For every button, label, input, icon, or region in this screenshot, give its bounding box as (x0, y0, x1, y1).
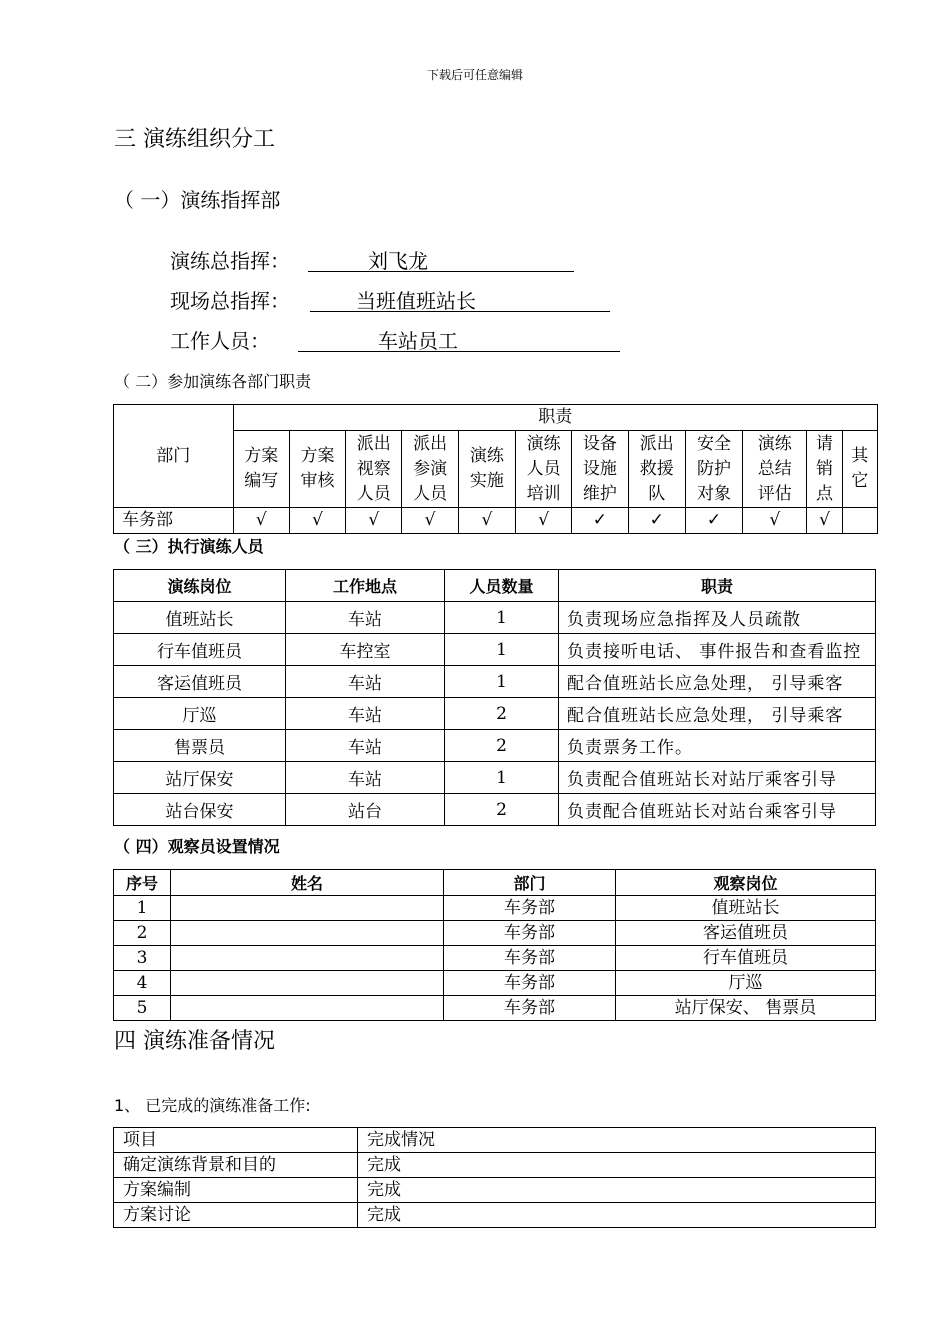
staff-post: 售票员 (114, 730, 286, 762)
command-row-commander (170, 245, 580, 273)
table-row (114, 996, 876, 1021)
prep-label: 1、 已完成的演练准备工作: (114, 1096, 311, 1115)
staff-col-header: 演练岗位 (114, 570, 286, 602)
command-value: 刘飞龙 (368, 249, 428, 273)
prep-col-header: 完成情况 (358, 1128, 876, 1153)
staff-post: 厅巡 (114, 698, 286, 730)
staff-location: 站台 (286, 794, 445, 826)
duty-col-header: 其 它 (842, 431, 877, 508)
table-row (114, 1178, 876, 1203)
observer-post: 客运值班员 (616, 921, 876, 946)
staff-location: 车站 (286, 762, 445, 794)
page-header-note: 下载后可任意编辑 (426, 68, 523, 82)
duty-mark: ✓ (628, 508, 685, 534)
staff-count: 1 (445, 634, 559, 666)
observer-col-header: 序号 (114, 870, 171, 896)
staff-duty: 配合值班站长应急处理， 引导乘客 (559, 666, 876, 698)
duty-col-header: 安全 防护 对象 (685, 431, 742, 508)
command-label: 工作人员： (170, 329, 270, 353)
staff-location: 车站 (286, 698, 445, 730)
observer-dept: 车务部 (444, 921, 616, 946)
staff-post: 站厅保安 (114, 762, 286, 794)
duty-col-header: 派出 参演 人员 (402, 431, 458, 508)
table-row (114, 1153, 876, 1178)
subsection-3-title: （ 三）执行演练人员 (114, 537, 264, 556)
observer-dept: 车务部 (444, 946, 616, 971)
dept-header: 部门 (114, 405, 234, 508)
staff-location: 车站 (286, 666, 445, 698)
preparation-table (113, 1127, 876, 1228)
duty-mark: √ (807, 508, 842, 534)
staff-post: 客运值班员 (114, 666, 286, 698)
prep-status: 完成 (358, 1153, 876, 1178)
duty-mark: √ (289, 508, 345, 534)
observer-dept: 车务部 (444, 996, 616, 1021)
duty-col-header: 方案 审核 (289, 431, 345, 508)
observer-index: 1 (114, 896, 171, 921)
staff-location: 车站 (286, 730, 445, 762)
observer-index: 2 (114, 921, 171, 946)
table-row (114, 896, 876, 921)
staff-count: 1 (445, 602, 559, 634)
table-row (114, 971, 876, 996)
staff-duty: 负责配合值班站长对站厅乘客引导 (559, 762, 876, 794)
duty-mark (842, 508, 877, 534)
duty-mark: √ (743, 508, 807, 534)
observer-dept: 车务部 (444, 971, 616, 996)
table-row (114, 794, 876, 826)
observer-dept: 车务部 (444, 896, 616, 921)
prep-col-header: 项目 (114, 1128, 358, 1153)
staff-col-header: 工作地点 (286, 570, 445, 602)
table-row (114, 698, 876, 730)
section-4-title: 四 演练准备情况 (114, 1029, 275, 1054)
staff-post: 行车值班员 (114, 634, 286, 666)
subsection-1-title: （ 一）演练指挥部 (114, 188, 281, 212)
observer-index: 5 (114, 996, 171, 1021)
observer-col-header: 姓名 (171, 870, 444, 896)
duty-col-header: 请 销 点 (807, 431, 842, 508)
department-duty-table (113, 404, 878, 534)
prep-item: 方案讨论 (114, 1203, 358, 1228)
subsection-4-title: （ 四）观察员设置情况 (114, 837, 280, 856)
prep-item: 方案编制 (114, 1178, 358, 1203)
underline (298, 325, 620, 352)
staff-count: 2 (445, 794, 559, 826)
command-label: 现场总指挥： (170, 289, 290, 313)
staff-duty: 负责接听电话、 事件报告和查看监控 (559, 634, 876, 666)
duty-col-header: 演练 人员 培训 (516, 431, 572, 508)
section-3-title: 三 演练组织分工 (114, 127, 275, 152)
duty-col-header: 演练 总结 评估 (743, 431, 807, 508)
staff-count: 2 (445, 698, 559, 730)
table-row (114, 1128, 876, 1153)
staff-col-header: 职责 (559, 570, 876, 602)
observer-name (171, 971, 444, 996)
observer-name (171, 996, 444, 1021)
duty-mark: √ (233, 508, 289, 534)
command-value: 车站员工 (378, 329, 458, 353)
staff-post: 值班站长 (114, 602, 286, 634)
observer-table (113, 869, 876, 1021)
duties-header: 职责 (233, 405, 877, 431)
duty-mark: √ (402, 508, 458, 534)
duty-col-header: 演练 实施 (458, 431, 515, 508)
duty-col-header: 派出 视察 人员 (346, 431, 402, 508)
command-row-staff (170, 325, 625, 353)
observer-post: 厅巡 (616, 971, 876, 996)
observer-post: 行车值班员 (616, 946, 876, 971)
staff-location: 车控室 (286, 634, 445, 666)
staff-duty: 负责配合值班站长对站台乘客引导 (559, 794, 876, 826)
staff-count: 1 (445, 762, 559, 794)
command-row-site-commander (170, 285, 615, 313)
observer-post: 值班站长 (616, 896, 876, 921)
duty-mark: ✓ (685, 508, 742, 534)
observer-index: 3 (114, 946, 171, 971)
command-value: 当班值班站长 (356, 289, 476, 313)
table-row (114, 634, 876, 666)
table-row (114, 602, 876, 634)
observer-name (171, 946, 444, 971)
duty-col-header: 派出 救援 队 (628, 431, 685, 508)
staff-location: 车站 (286, 602, 445, 634)
underline (308, 245, 574, 272)
observer-name (171, 896, 444, 921)
table-row (114, 946, 876, 971)
staff-count: 2 (445, 730, 559, 762)
staff-duty: 配合值班站长应急处理， 引导乘客 (559, 698, 876, 730)
observer-post: 站厅保安、 售票员 (616, 996, 876, 1021)
prep-item: 确定演练背景和目的 (114, 1153, 358, 1178)
table-row (114, 666, 876, 698)
staff-duty: 负责现场应急指挥及人员疏散 (559, 602, 876, 634)
table-row (114, 921, 876, 946)
table-row (114, 1203, 876, 1228)
prep-status: 完成 (358, 1203, 876, 1228)
duty-mark: √ (458, 508, 515, 534)
staff-table (113, 569, 876, 826)
staff-duty: 负责票务工作。 (559, 730, 876, 762)
subsection-2-title: （ 二）参加演练各部门职责 (114, 372, 312, 391)
staff-post: 站台保安 (114, 794, 286, 826)
duty-mark: √ (516, 508, 572, 534)
duty-col-header: 设备 设施 维护 (572, 431, 628, 508)
prep-status: 完成 (358, 1178, 876, 1203)
observer-col-header: 观察岗位 (616, 870, 876, 896)
duty-col-header: 方案 编写 (233, 431, 289, 508)
dept-name: 车务部 (114, 508, 234, 534)
command-label: 演练总指挥： (170, 249, 290, 273)
duty-mark: ✓ (572, 508, 628, 534)
staff-count: 1 (445, 666, 559, 698)
duty-mark: √ (346, 508, 402, 534)
table-row (114, 762, 876, 794)
observer-col-header: 部门 (444, 870, 616, 896)
table-row (114, 730, 876, 762)
staff-col-header: 人员数量 (445, 570, 559, 602)
observer-name (171, 921, 444, 946)
observer-index: 4 (114, 971, 171, 996)
